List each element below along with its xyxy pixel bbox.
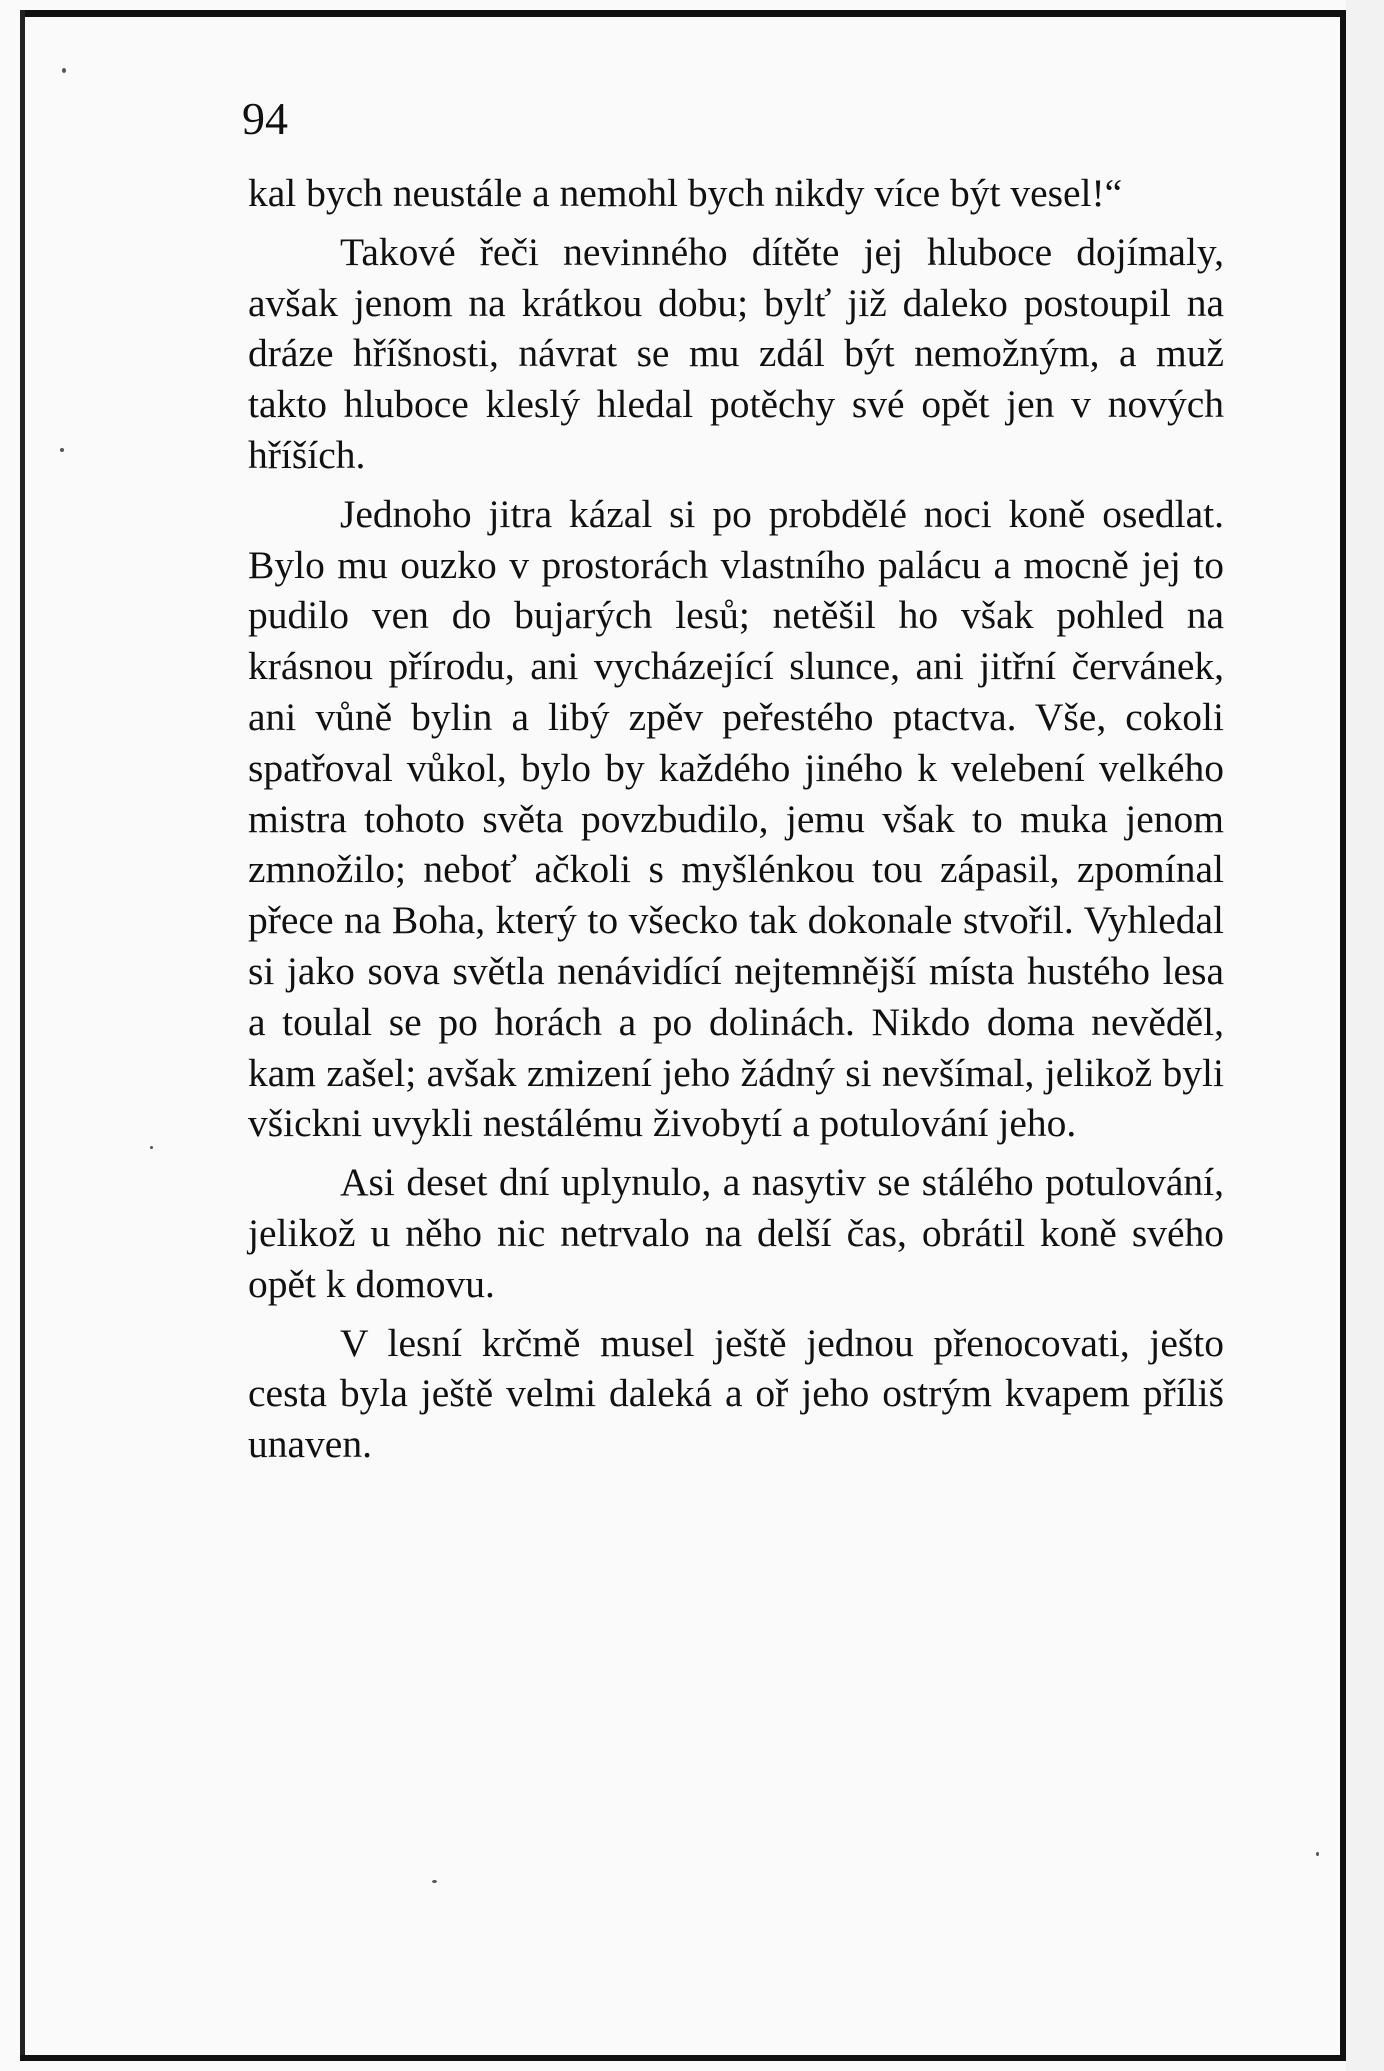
scan-speck [432, 1880, 437, 1883]
scan-speck [60, 448, 64, 452]
page-number: 94 [242, 93, 288, 144]
paragraph: V lesní krčmě musel ještě jednou přenocovati, ješto cesta byla ještě velmi daleká a oř jeho ostrým kvapem příliš unaven. [248, 1320, 1224, 1467]
paragraph: Asi deset dní uplynulo, a nasytiv se stálého potulování, jelikož u něho nic netrvalo na delší čas, obrátil koně svého opět k domovu. [248, 1160, 1224, 1306]
paragraph: Takové řeči nevinného dítěte jej hluboce dojímaly, avšak jenom na krátkou dobu; bylť již daleko postoupil na dráze hříšnosti, návrat se mu zdál být nemožným, a muž takto hluboce kleslý hledal potěchy své opět jen v nových hříších. [248, 229, 1224, 477]
body-text [248, 168, 1224, 1470]
paragraph: Jednoho jitra kázal si po probdělé noci koně osedlat. Bylo mu ouzko v prostorách vlastního palácu a mocně jej to pudilo ven do bujarých lesů; netěšil ho však pohled na krásnou přírodu, ani vycházející slunce, ani jitřní červánek, ani vůně bylin a libý zpěv peřestého ptactva. Vše, cokoli spatřoval vůkol, bylo by každého jiného k velebení velkého mistra tohoto světa povzbudilo, jemu však to muka jenom zmnožilo; neboť ačkoli s myšlénkou tou zápasil, zpomínal přece na Boha, který to všecko tak dokonale stvořil. Vyhledal si jako sova světla nenávidící nejtemnější místa hustého lesa a toulal se po horách a po dolinách. Nikdo doma nevěděl, kam zašel; avšak zmizení jeho žádný si nevšímal, jelikož byli všickni uvykli nestálému živobytí a potulování jeho. [248, 491, 1224, 1146]
page-border-bottom [20, 2055, 1345, 2061]
scan-speck [150, 1146, 153, 1149]
page-border-left [20, 10, 25, 2060]
page-border-top [20, 10, 1345, 17]
scan-speck [1316, 1852, 1319, 1856]
right-margin [1346, 0, 1384, 2071]
paragraph-continuation: kal bych neustále a nemohl bych nikdy více být vesel!“ [248, 171, 1123, 215]
scan-speck [62, 68, 66, 73]
page-border-right [1340, 10, 1346, 2061]
